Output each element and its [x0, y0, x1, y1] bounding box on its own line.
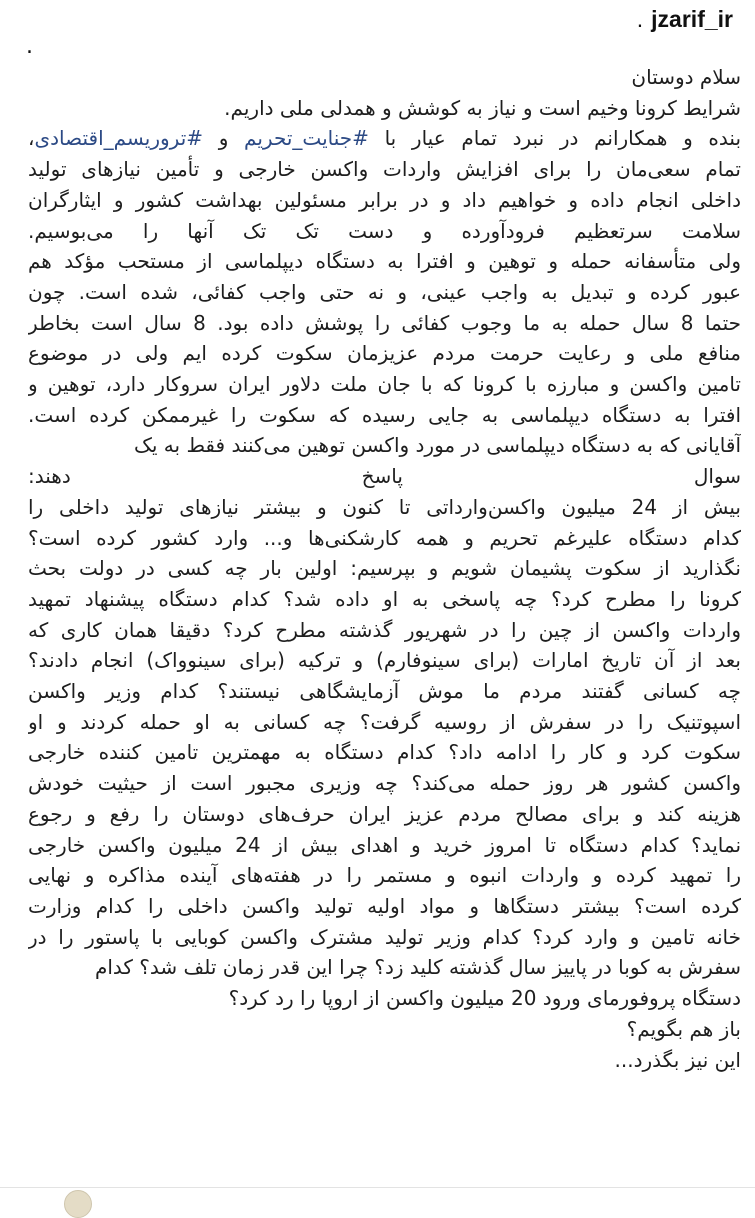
caption-line [28, 983, 741, 1014]
header-dot: . [636, 6, 644, 32]
caption-line [28, 584, 741, 615]
caption-text: سکوت کرد و کار را ادامه داد؟ کدام دستگاه به مهمترین تامین کننده خارجی [28, 740, 741, 765]
post-header [637, 6, 733, 36]
caption-line [28, 185, 741, 216]
hashtag-link[interactable]: #تروریسم_اقتصادی [34, 126, 204, 151]
caption-text: داخلی انجام داده و خواهیم داد و در برابر مسئولین بهداشت کشور و ایثارگران [28, 187, 741, 212]
caption-text: آقایانی که به دستگاه دیپلماسی در مورد واکسن توهین می‌کنند فقط به یک [133, 433, 741, 458]
caption-text: خانه تامین و وارد کرد؟ کدام وزیر تولید مشترک واکسن کوبایی با پاستور را در [28, 924, 741, 949]
hashtag-link[interactable]: #جنایت_تحریم [244, 126, 369, 151]
caption-text: دستگاه پروفورمای ورود 20 میلیون واکسن از اروپا را رد کرد؟ [228, 986, 741, 1011]
caption-text: تامین واکسن و مبارزه با کرونا که با جان ملت دلاور ایران سروکار دارد، توهین و [28, 372, 741, 397]
caption-text: سلامت سرتعظیم فرودآورده و دست تک تک آنها را می‌بوسیم. [28, 218, 741, 243]
caption-text: تمام سعی‌مان را برای افزایش واردات واکسن خارجی و تأمین نیازهای تولید [28, 157, 741, 182]
caption-text: هزینه کند و برای مصالح مردم عزیز ایران حرف‌های دوستان را رفع و رجوع [28, 801, 741, 826]
caption-line [28, 830, 741, 861]
caption-line [28, 891, 741, 922]
username[interactable]: jzarif_ir [651, 6, 733, 32]
caption-text: چه کسانی گفتند مردم ما موش آزمایشگاهی نیستند؟ کدام وزیر واکسن [28, 679, 741, 704]
caption-line [28, 799, 741, 830]
caption-text: کدام دستگاه علیرغم تحریم و همه کارشکنی‌ها و... وارد کشور کرده است؟ [28, 525, 741, 550]
caption-text: سلام دوستان [631, 65, 741, 89]
caption-text: منافع ملی و رعایت حرمت مردم عزیزمان سکوت کرده ایم ولی در موضوع [28, 341, 741, 366]
caption-line [28, 922, 741, 953]
caption-text: کرونا را مطرح کرد؟ چه پاسخی به او داده شد؟ کدام دستگاه پیشنهاد تمهید [28, 586, 741, 611]
caption-text: واکسن کشور هر روز حمله می‌کند؟ چه وزیری مجبور است از حیثیت خودش [28, 771, 741, 796]
caption-line [28, 338, 741, 369]
caption-text: واردات واکسن از چین را در شهریور گذشته مطرح کرد؟ دقیقا همان کاری که [28, 617, 741, 642]
caption-line [28, 860, 741, 891]
caption-line [28, 93, 741, 124]
caption-text: را تمهید کرده و واردات انبوه و مستمر را در هفته‌های آینده مذاکره و نهایی [28, 863, 741, 888]
caption-line [28, 737, 741, 768]
caption-text: بعد از آن تاریخ امارات (برای سینوفارم) و ترکیه (برای سینوواک) انجام دادند؟ [28, 648, 741, 673]
caption-line [28, 1045, 741, 1076]
caption-line [28, 553, 741, 584]
caption-line [28, 461, 741, 492]
caption-line [28, 768, 741, 799]
caption-line [28, 430, 741, 461]
caption-line [28, 277, 741, 308]
caption-text: حتما 8 سال حمله به ما وجوب کفائی را پوشش داده بود. 8 سال است بخاطر [28, 310, 741, 335]
caption-text: شرایط کرونا وخیم است و نیاز به کوشش و همدلی ملی داریم. [224, 95, 741, 120]
caption-line [28, 246, 741, 277]
caption-line [28, 1014, 741, 1045]
caption-text: و [203, 126, 245, 151]
caption-line [28, 400, 741, 431]
caption-text: ، [28, 126, 35, 151]
caption-line [28, 123, 741, 154]
caption-line [28, 308, 741, 339]
caption-text: ولی متأسفانه حمله و توهین و افترا به دستگاه دیپلماسی از مستحب مؤکد هم [28, 249, 741, 274]
caption-text: کرده است؟ بیشتر دستگاها و مواد اولیه تولید واکسن داخلی را کدام وزارت [28, 893, 741, 918]
caption-line [28, 492, 741, 523]
caption-line [28, 62, 741, 93]
caption-text: بنده و همکارانم در نبرد تمام عیار با [368, 126, 741, 151]
bottom-divider [0, 1187, 755, 1188]
caption-line [28, 615, 741, 646]
caption-line [28, 952, 741, 983]
post-caption [28, 62, 741, 1075]
caption-text: نگذارید از سکوت پشیمان شویم و بپرسیم: اولین بار چه کسی در دولت بحث [28, 556, 741, 581]
avatar[interactable] [64, 1190, 92, 1218]
caption-text: باز هم بگویم؟ [626, 1016, 741, 1041]
caption-text: بیش از 24 میلیون واکسن‌وارداتی تا کنون و بیشتر نیازهای تولید داخلی را [28, 494, 741, 519]
caption-line [28, 216, 741, 247]
caption-line [28, 645, 741, 676]
caption-line [28, 523, 741, 554]
caption-text: سفرش به کوبا در پاییز سال گذشته کلید زد؟ چرا این قدر زمان تلف شد؟ کدام [94, 955, 741, 980]
caption-text: عبور کرده و تبدیل به واجب عینی، و نه حتی واجب کفائی، شده است. چون [28, 279, 741, 304]
caption-text: سوال پاسخ دهند: [28, 464, 741, 489]
caption-text: افترا به دستگاه دیپلماسی به جایی رسیده که سکوت را غیرممکن کرده است. [28, 402, 741, 427]
caption-text: نماید؟ کدام دستگاه تا امروز خرید و اهدای بیش از 24 میلیون واکسن خارجی [28, 832, 741, 857]
stray-dot: . [26, 34, 33, 59]
caption-line [28, 154, 741, 185]
caption-text: این نیز بگذرد... [614, 1047, 741, 1072]
caption-text: اسپوتنیک را در سفرش از روسیه گرفت؟ چه کسانی به او حمله کردند و او [28, 709, 741, 734]
caption-line [28, 676, 741, 707]
caption-line [28, 707, 741, 738]
caption-line [28, 369, 741, 400]
